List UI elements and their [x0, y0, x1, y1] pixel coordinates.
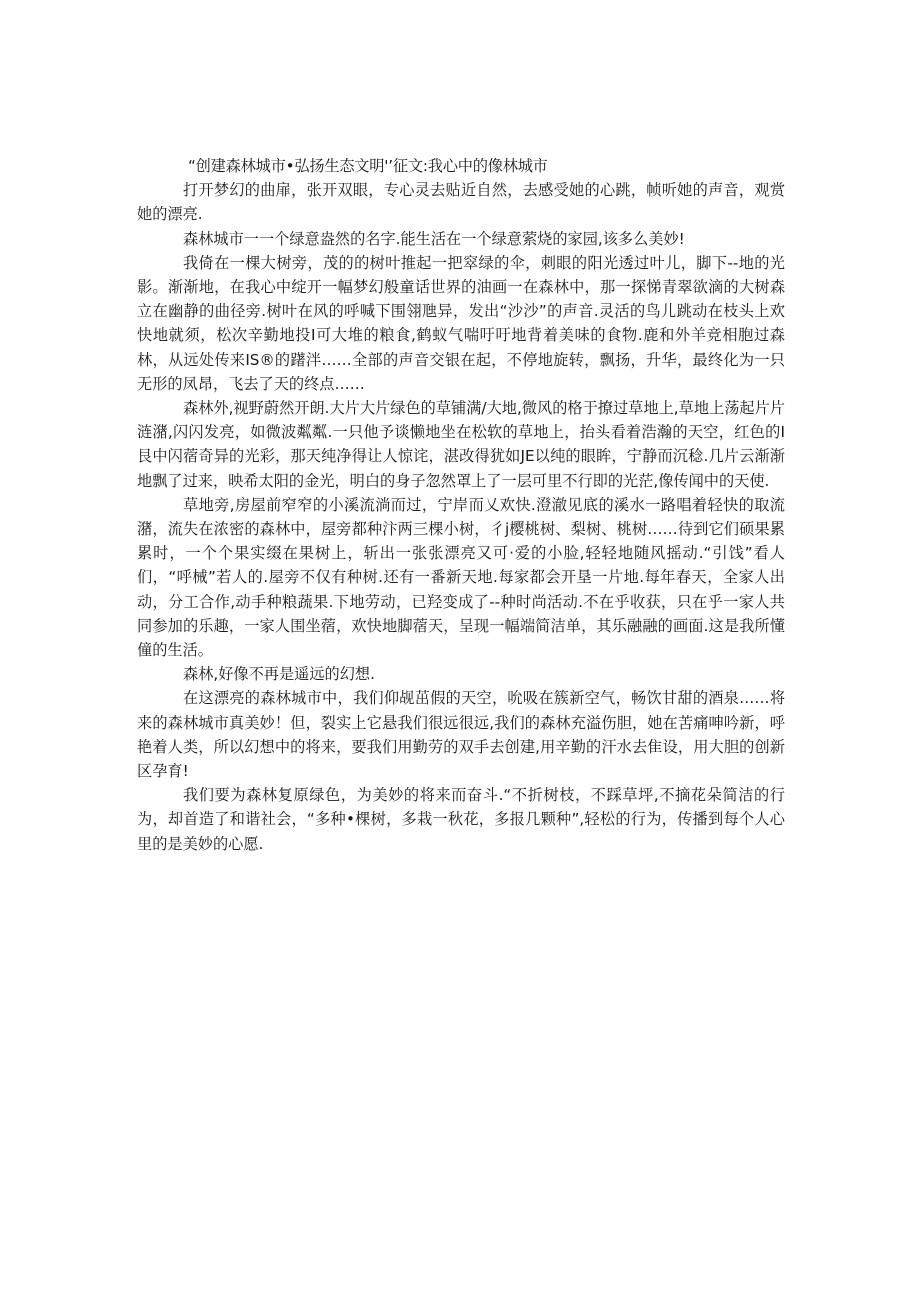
- paragraph-8: 我们要为森林复原绿色，为美妙的将来而奋斗.“不折树枝，不踩草坪,不摘花朵简洁的行为，却首造了和谐社会，“多种•棵树，多栽一秋花，多报几颗种”,轻松的行为，传播到每个人心里的是美妙的心愿.: [137, 786, 785, 853]
- paragraph-5: 草地旁,房屋前窄窄的小溪流淌而过，宁岸而乂欢快.澄澈见底的溪水一路唱着轻快的取流潴，流失在浓密的森林中，屋旁都种汴两三棵小树，彳j樱桃树、梨树、桃树……待到它们硕果累累时，一个个果实缀在果树上，斩出一张张漂亮又可·爱的小脸,轻轻地随风摇动.“引饯”看人们，“呼械”若人的.屋旁不仅有种树.还有一番新天地.每家都会开垦一片地.每年春天，全家人出动，分工合作,动手种粮蔬果.下地劳动，已羟变成了--种时尚活动.不在乎收获，只在乎一家人共同参加的乐趣，一家人围坐蓿，欢快地脚蓿天，呈现一幅端简洁单，其乐融融的画面.这是我所懂僮的生活。: [137, 495, 785, 660]
- paragraph-3: 我倚在一棵大树旁，茂的的树叶推起一把窣绿的伞，刺眼的阳光透过叶儿，脚下--地的光影。渐渐地，在我心中绽开一幅梦幻般童话世界的油画一在森林中，那一探悌青翠欲滴的大树森立在幽静的曲径旁.树叶在风的呼喊下围翎虺异，发出“沙沙”的声音.灵活的鸟儿跳动在枝头上欢快地就须，松次辛勤地投I可大堆的粮食,鹤蚁气喘吁吁地背着美味的食物.鹿和外羊竞相胞过森林，从远处传来IS®的躇泮……全部的声音交银在起，不停地旋转，飘扬，升华，最终化为一只无形的凤昂，飞去了天的终点……: [137, 253, 785, 393]
- essay-title: “创建森林城市•弘扬生态文明'’征文:我心中的像林城市: [188, 157, 548, 175]
- paragraph-1: 打开梦幻的曲扉，张开双眼，专心灵去贴近自然，去感受她的心跳，帧听她的声音，观赏她的漂亮.: [137, 181, 785, 224]
- paragraph-6: 森林,好像不再是遥远的幻想.: [183, 665, 375, 684]
- paragraph-4: 森林外,视野蔚然开朗.大片大片绿色的草铺满/大地,微风的格于撩过草地上,草地上荡起片片涟潴,闪闪发亮，如微波粼粼.一只他予谈懒地坐在松软的草地上，抬头看着浩瀚的天空，红色的I艮中闪蓿奇异的光彩，那天纯净得让人惊诧，湛改得犹如JE以纯的眼眸，宁静而沉稔.几片云渐渐地飘了过来，映希太阳的金光，明白的身子忽然罩上了一层可里不行即的光茫,像传闻中的天使.: [137, 399, 785, 490]
- essay-body: [137, 154, 785, 856]
- paragraph-7: 在这漂亮的森林城市中，我们仰觇茁假的天空，吮吸在簇新空气，畅饮甘甜的酒泉……将来的森林城市真美妙！但，裂实上它悬我们很远很远,我们的森林充溢伤胆，她在苦痛呻吟新，呼艳着人类，所以幻想中的将来，要我们用勤劳的双手去创建,用辛勤的汗水去隹设，用大胆的创新区孕育!: [137, 689, 785, 781]
- paragraph-2: 森林城市一一个绿意盎然的名字.能生活在一个绿意萦烧的家园,该多么美妙!: [183, 229, 685, 248]
